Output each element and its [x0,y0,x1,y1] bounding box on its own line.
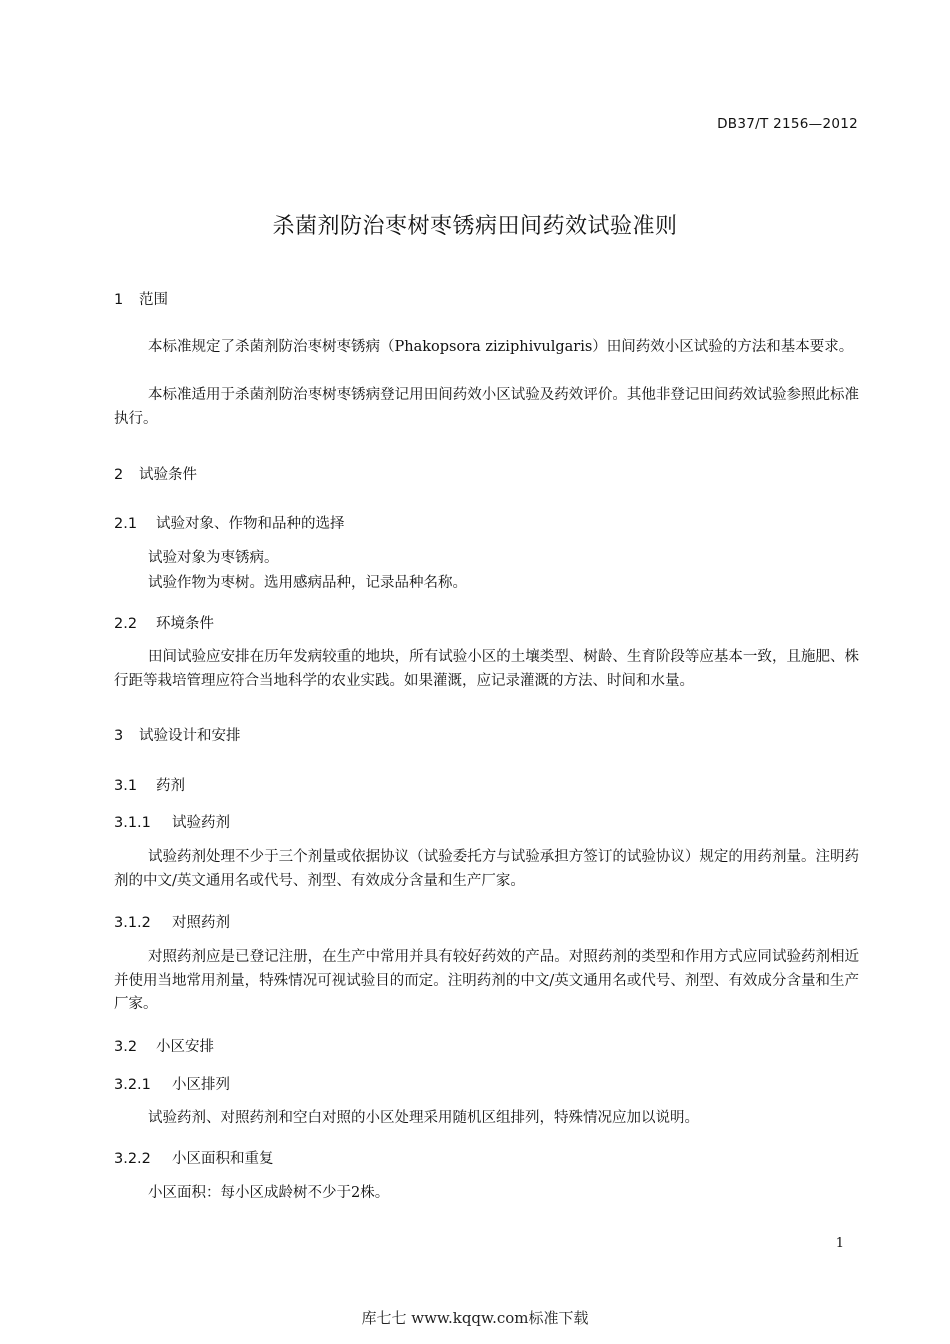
section-title: 药剂 [156,778,185,794]
paragraph: 本标准适用于杀菌剂防治枣树枣锈病登记用田间药效小区试验及药效评价。其他非登记田间药效试验参照此标准执行。 [114,387,859,427]
document-code: DB37/T 2156—2012 [717,116,858,132]
section-3-1-1-heading [114,811,230,832]
section-3-heading [114,724,241,745]
section-number: 3 [114,728,124,744]
section-2-1-heading [114,512,345,533]
section-title: 试验药剂 [172,815,230,831]
section-number: 3.2.2 [114,1151,151,1167]
section-3-1-heading [114,774,185,795]
section-1-heading [114,288,168,309]
section-number: 2.1 [114,516,138,532]
section-number: 3.2 [114,1039,138,1055]
section-number: 1 [114,292,124,308]
section-number: 3.2.1 [114,1077,151,1093]
paragraph: 试验对象为枣锈病。 [148,550,279,566]
paragraph: 试验药剂处理不少于三个剂量或依据协议（试验委托方与试验承担方签订的试验协议）规定的用药剂量。注明药剂的中文/英文通用名或代号、剂型、有效成分含量和生产厂家。 [114,849,859,889]
section-title: 试验设计和安排 [139,728,241,744]
section-number: 2 [114,467,124,483]
section-3-2-1-heading [114,1073,230,1094]
section-title: 试验对象、作物和品种的选择 [156,516,345,532]
section-number: 2.2 [114,616,138,632]
section-title: 范围 [139,292,168,308]
section-title: 小区安排 [156,1039,214,1055]
document-title: 杀菌剂防治枣树枣锈病田间药效试验准则 [272,214,678,239]
paragraph: 本标准规定了杀菌剂防治枣树枣锈病（Phakopsora ziziphivulgaris）田间药效小区试验的方法和基本要求。 [148,339,854,355]
paragraph: 对照药剂应是已登记注册，在生产中常用并具有较好药效的产品。对照药剂的类型和作用方式应同试验药剂相近并使用当地常用剂量，特殊情况可视试验目的而定。注明药剂的中文/英文通用名或代号、剂型、有效成分含量和生产厂家。 [114,949,859,1012]
section-title: 环境条件 [156,616,214,632]
section-3-2-heading [114,1035,214,1056]
paragraph: 试验药剂、对照药剂和空白对照的小区处理采用随机区组排列，特殊情况应加以说明。 [148,1110,699,1126]
footer-watermark: 库七七 www.kqqw.com标准下载 [361,1309,589,1327]
section-number: 3.1.1 [114,815,151,831]
section-3-2-2-heading [114,1147,274,1168]
paragraph: 小区面积：每小区成龄树不少于2株。 [148,1185,390,1201]
section-3-1-2-heading [114,911,230,932]
section-number: 3.1 [114,778,138,794]
section-2-heading [114,463,197,484]
paragraph: 试验作物为枣树。选用感病品种，记录品种名称。 [148,575,467,591]
section-number: 3.1.2 [114,915,151,931]
page-number: 1 [835,1236,844,1251]
paragraph: 田间试验应安排在历年发病较重的地块，所有试验小区的土壤类型、树龄、生育阶段等应基本一致，且施肥、株行距等栽培管理应符合当地科学的农业实践。如果灌溉，应记录灌溉的方法、时间和水量。 [114,649,859,689]
section-2-2-heading [114,612,214,633]
section-title: 对照药剂 [172,915,230,931]
section-title: 小区排列 [172,1077,230,1093]
section-title: 试验条件 [139,467,197,483]
section-title: 小区面积和重复 [172,1151,274,1167]
